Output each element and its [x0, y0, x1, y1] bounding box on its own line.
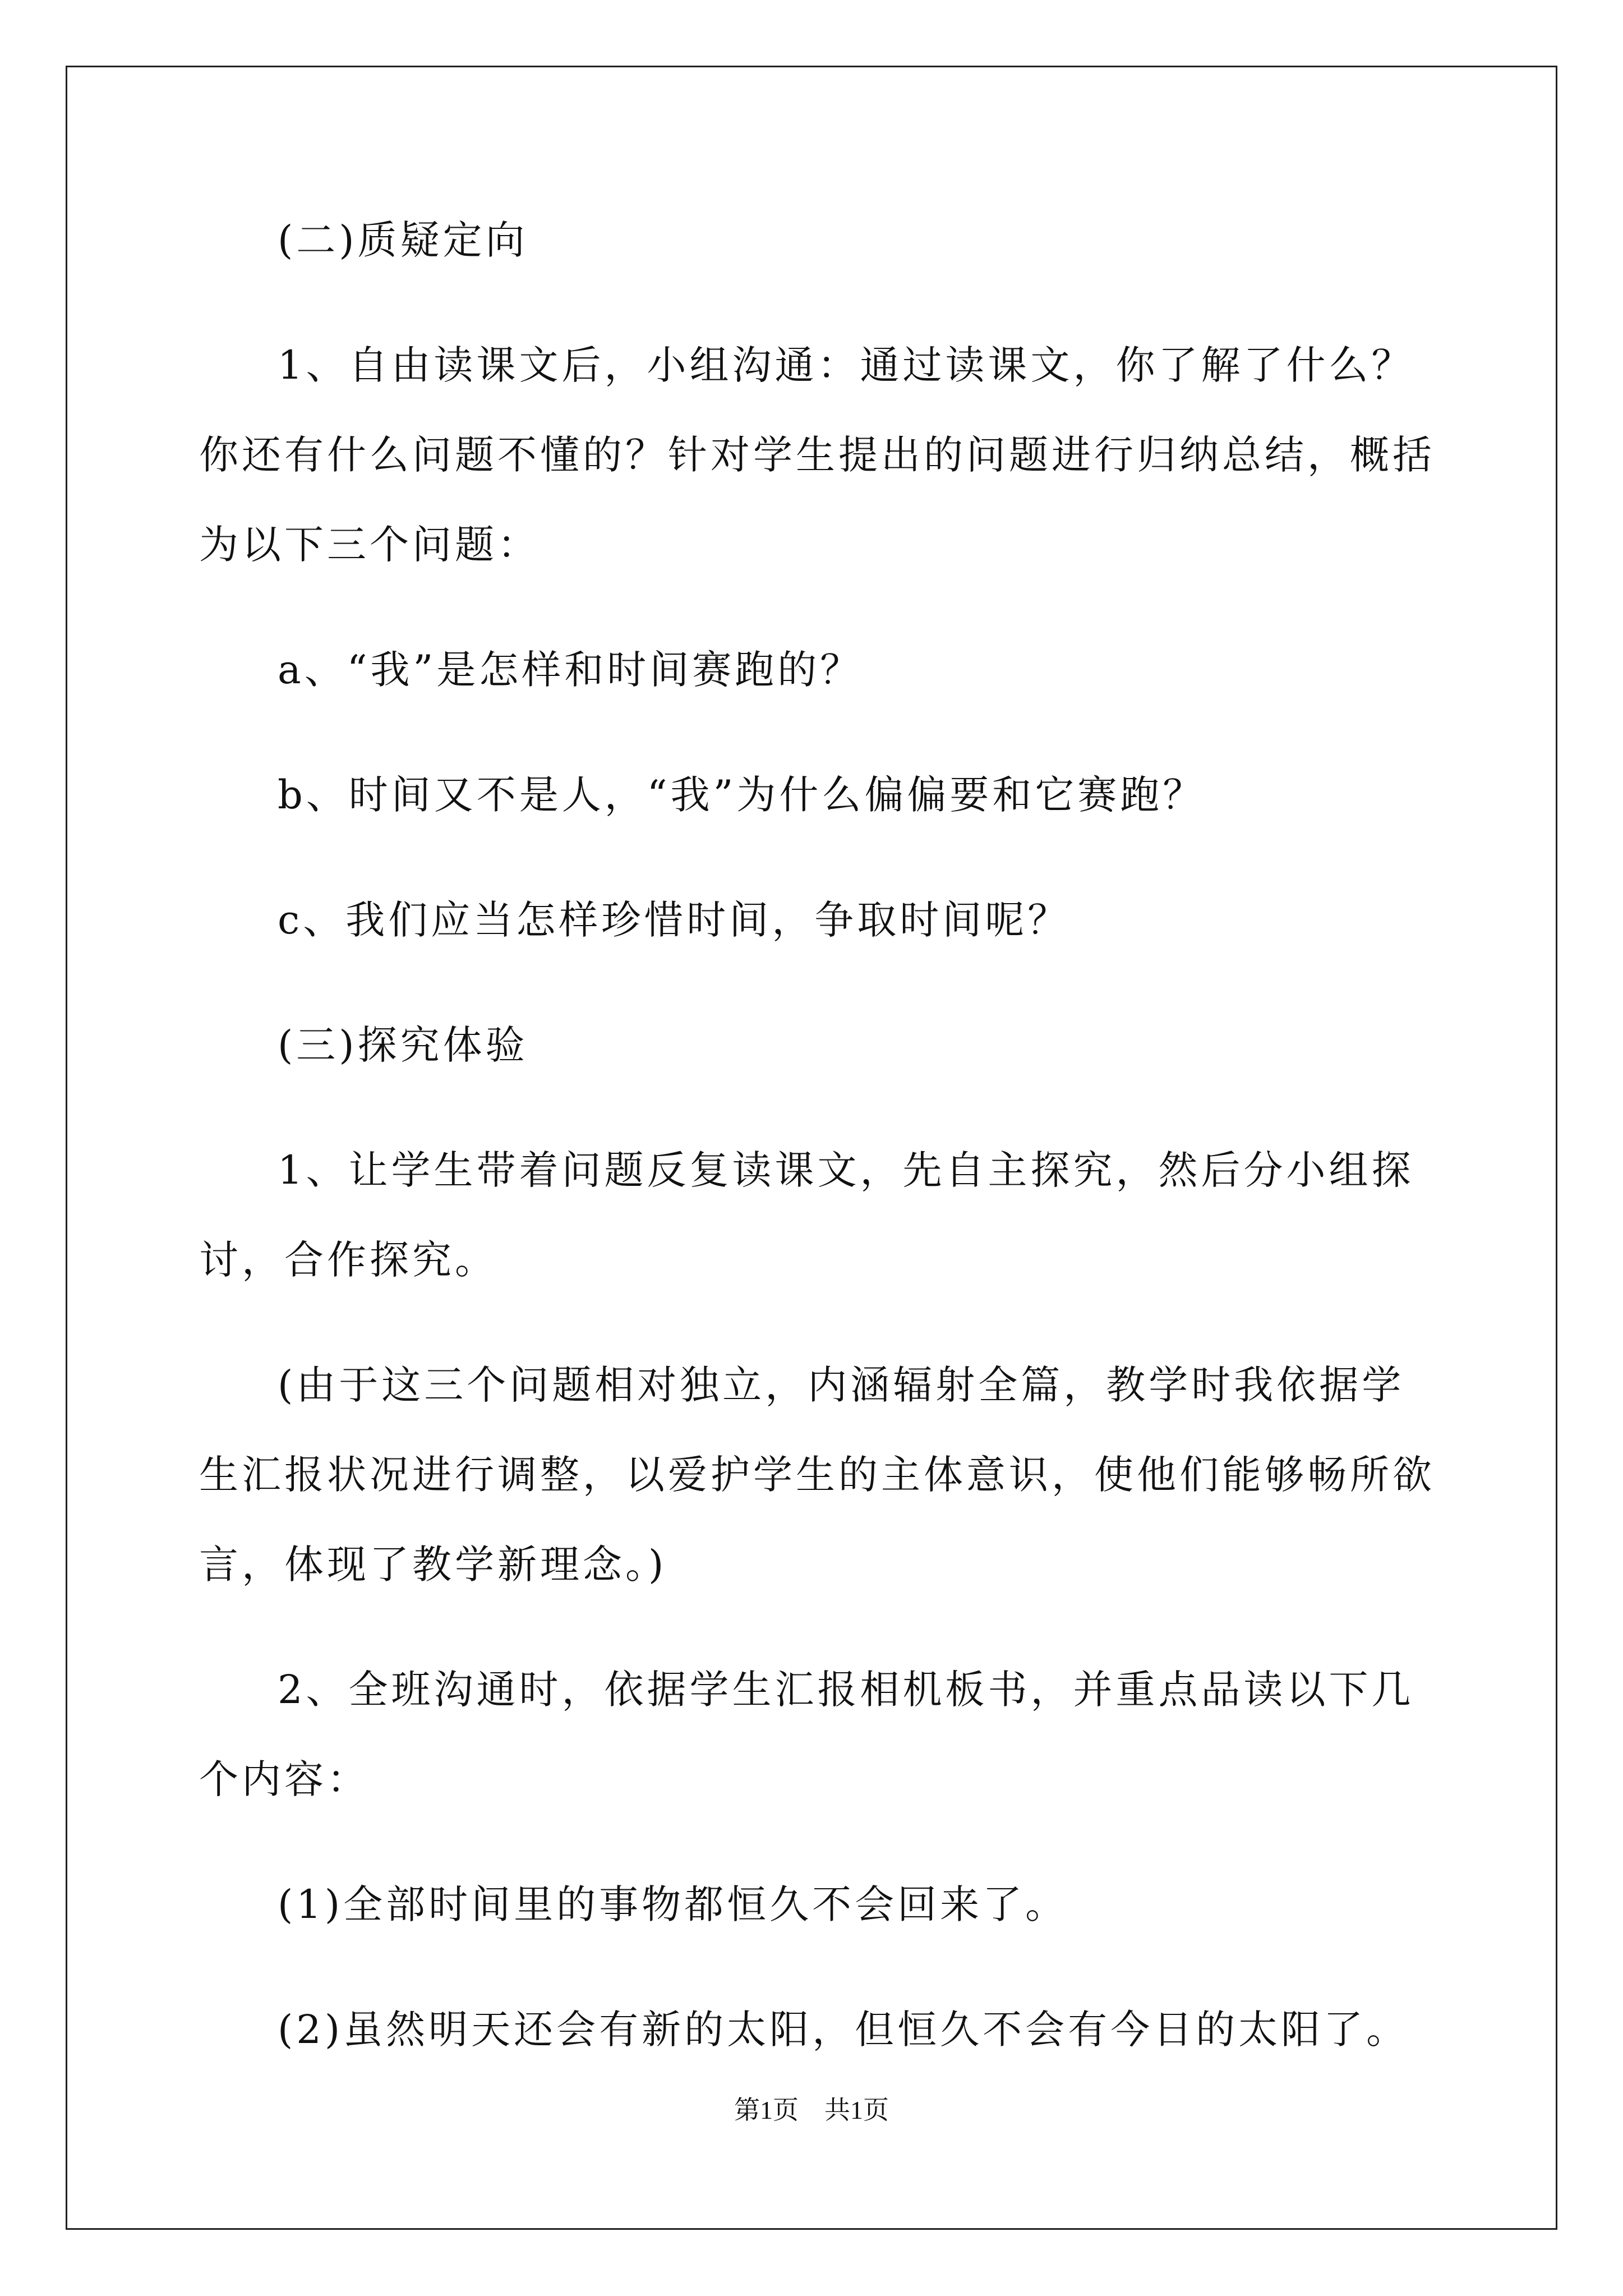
paragraph: (二)质疑定向 — [278, 217, 528, 263]
paragraph: a、“我”是怎样和时间赛跑的？ — [278, 647, 863, 693]
page-number-footer: 第1页 共1页 — [734, 2096, 889, 2124]
paragraph: (三)探究体验 — [278, 1022, 528, 1068]
paragraph: (2)虽然明天还会有新的太阳，但恒久不会有今日的太阳了。 — [278, 2007, 1409, 2053]
paragraph: b、时间又不是人，“我”为什么偏偏要和它赛跑？ — [278, 772, 1206, 818]
paragraph: 1、让学生带着问题反复读课文，先自主探究，然后分小组探讨，合作探究。 — [199, 1147, 1414, 1283]
paragraph: (由于这三个问题相对独立，内涵辐射全篇，教学时我依据学生汇报状况进行调整，以爱护学生的主体意识，使他们能够畅所欲言，体现了教学新理念。) — [199, 1362, 1435, 1588]
paragraph: 1、自由读课文后，小组沟通：通过读课文，你了解了什么？你还有什么问题不懂的？针对学生提出的问题进行归纳总结，概括为以下三个问题： — [199, 342, 1435, 568]
document-body — [199, 213, 1441, 2128]
paragraph: c、我们应当怎样珍惜时间，争取时间呢？ — [278, 897, 1071, 943]
paragraph: (1)全部时间里的事物都恒久不会回来了。 — [278, 1881, 1068, 1927]
paragraph: 2、全班沟通时，依据学生汇报相机板书，并重点品读以下几个内容： — [199, 1667, 1414, 1802]
